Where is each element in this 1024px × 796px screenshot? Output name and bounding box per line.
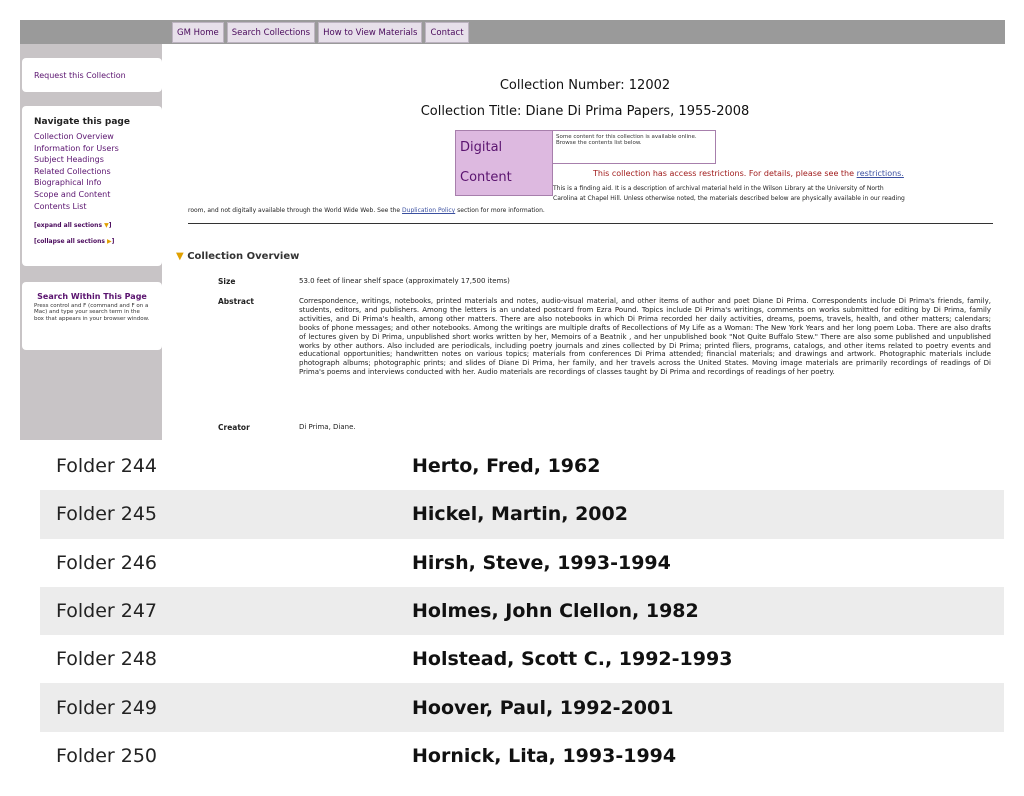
- folder-name: Herto, Fred, 1962: [412, 455, 601, 478]
- restrictions-link[interactable]: restrictions.: [856, 169, 904, 178]
- folder-name: Holstead, Scott C., 1992-1993: [412, 648, 733, 671]
- digital-label: Digital: [460, 140, 503, 155]
- duplication-policy-link[interactable]: Duplication Policy: [402, 207, 456, 214]
- abstract-label: Abstract: [218, 297, 255, 306]
- request-collection-link[interactable]: Request this Collection: [34, 71, 126, 80]
- folder-name: Hornick, Lita, 1993-1994: [412, 744, 677, 767]
- navigate-heading: Navigate this page: [34, 117, 130, 127]
- expand-all-link[interactable]: [expand all sections ▼]: [34, 222, 112, 230]
- folder-name: Hirsh, Steve, 1993-1994: [412, 551, 671, 574]
- digital-content-note: Some content for this collection is available online. Browse the contents list below.: [552, 130, 716, 164]
- triangle-down-icon: ▼: [104, 222, 109, 230]
- link-information-for-users[interactable]: Information for Users: [34, 143, 119, 153]
- finding-aid-line2: Carolina at Chapel Hill. Unless otherwise noted, the materials described below are physically available in our reading: [553, 195, 905, 202]
- table-row: [40, 732, 1004, 780]
- folder-name: Holmes, John Clellon, 1982: [412, 600, 699, 623]
- creator-value: Di Prima, Diane.: [299, 423, 356, 431]
- nav-contact[interactable]: Contact: [425, 22, 468, 43]
- section-divider: [188, 223, 993, 224]
- restriction-notice: This collection has access restrictions. For details, please see the restrictions.: [593, 169, 904, 178]
- link-biographical-info[interactable]: Biographical Info: [34, 178, 102, 188]
- table-row: [40, 539, 1004, 587]
- table-row: [40, 490, 1004, 538]
- link-collection-overview[interactable]: Collection Overview: [34, 132, 114, 141]
- nav-gm-home[interactable]: GM Home: [172, 22, 224, 43]
- link-related-collections[interactable]: Related Collections: [34, 166, 111, 176]
- collection-title: Collection Title: Diane Di Prima Papers, 1955-2008: [420, 104, 750, 119]
- search-instructions: Press control and F (command and F on a Mac) and type your search term in the box that appears in your browser window.: [34, 303, 150, 322]
- content-label: Content: [460, 170, 512, 185]
- search-box: [22, 282, 162, 350]
- nav-how-to-view[interactable]: How to View Materials: [318, 22, 422, 43]
- folder-number: Folder 250: [56, 744, 158, 767]
- folder-number: Folder 246: [56, 551, 158, 574]
- folder-number: Folder 247: [56, 600, 158, 623]
- finding-aid-line3: room, and not digitally available through the World Wide Web. See the Duplication Policy section for more information.: [188, 207, 545, 214]
- request-box: [22, 58, 162, 92]
- nav-search-collections[interactable]: Search Collections: [227, 22, 315, 43]
- table-row: [40, 587, 1004, 635]
- digital-content-badge[interactable]: [455, 130, 553, 196]
- folder-number: Folder 249: [56, 696, 158, 719]
- folder-name: Hoover, Paul, 1992-2001: [412, 696, 674, 719]
- link-subject-headings[interactable]: Subject Headings: [34, 155, 104, 165]
- creator-label: Creator: [218, 423, 250, 432]
- table-row: [40, 635, 1004, 683]
- folder-number: Folder 244: [56, 455, 158, 478]
- top-nav-bar: [20, 20, 1005, 44]
- folder-number: Folder 248: [56, 648, 158, 671]
- size-label: Size: [218, 277, 236, 286]
- size-value: 53.0 feet of linear shelf space (approximately 17,500 items): [299, 277, 510, 285]
- link-contents-list[interactable]: Contents List: [34, 201, 87, 211]
- table-row: [40, 442, 1004, 490]
- triangle-right-icon: ▶: [107, 238, 112, 246]
- folder-list: [40, 442, 1004, 780]
- table-row: [40, 683, 1004, 731]
- link-scope-and-content[interactable]: Scope and Content: [34, 189, 111, 199]
- triangle-down-icon: ▼: [176, 251, 184, 262]
- folder-name: Hickel, Martin, 2002: [412, 503, 628, 526]
- search-heading: Search Within This Page: [37, 292, 147, 301]
- folder-number: Folder 245: [56, 503, 158, 526]
- main-nav: [172, 22, 469, 43]
- collection-number: Collection Number: 12002: [499, 78, 671, 93]
- collapse-all-link[interactable]: [collapse all sections ▶]: [34, 238, 115, 246]
- finding-aid-line1: This is a finding aid. It is a description of archival material held in the Wilson Library at the University of North: [553, 185, 884, 192]
- navigate-box: [22, 106, 162, 266]
- collection-overview-heading[interactable]: ▼ Collection Overview: [176, 251, 300, 262]
- abstract-value: Correspondence, writings, notebooks, printed materials and notes, audio-visual material, and other items of author and poet Diane Di Prima. Correspondents include Di Prima's friends, family, students, editors, and publishers. Among the letters is an undated postcard from Ezra Pound. Topics include Di Prima's writings, comments on works submitted for editing by Di Prima, family activities, and Di Prima's health, among other matters. There are also notebooks in which Di Prima recorded her daily activities, dreams, poems, travels, health, and other matters; calendars; books of phone messages; and other notebooks. Among the writings are multiple drafts of Recollections of My Life as a Woman: The New York Years and her long poem Loba. There are also drafts of lectures given by Di Prima, unpublished short works written by her, Memoirs of a Beatnik , and her unpublished book "Not Quite Buffalo Stew." There are also some published and unpublished works by other authors. Also included are periodicals, including poetry journals and zines collected by Di Prima; printed fliers, programs, catalogs, and other items related to poetry events and educational opportunities; handwritten notes on various topics; materials from conferences Di Prima attended; financial materials; and drawings and artwork. Photographic materials include photograph albums; photographic prints; and slides of Diane Di Prima, her family, and her travels across the United States. Moving image materials are primarily recordings of readings of Di Prima's poems and interviews conducted with her. Audio materials are recordings of classes taught by Di Prima and recordings of readings of her poetry.: [299, 297, 991, 377]
